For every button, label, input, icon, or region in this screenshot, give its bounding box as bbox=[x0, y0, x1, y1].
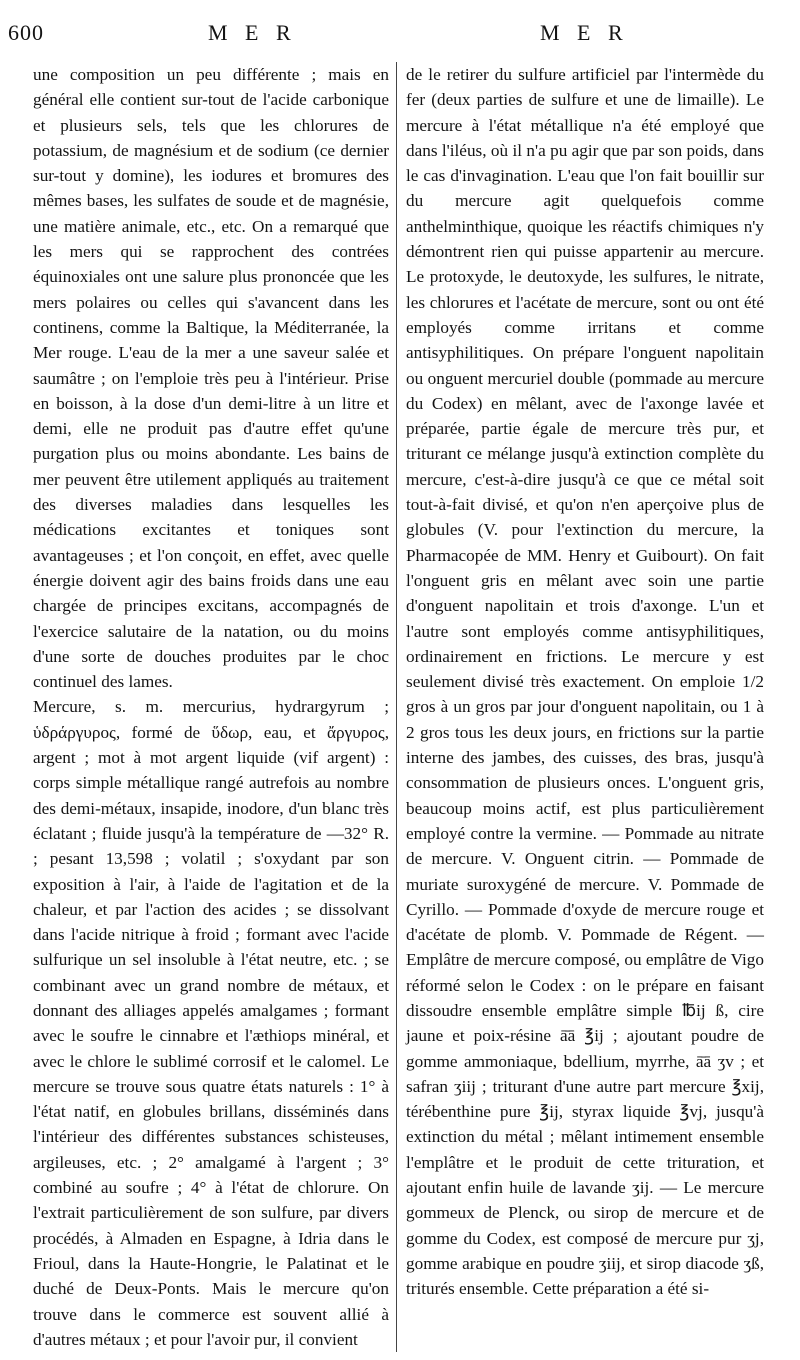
paragraph-mer-continued: une composition un peu différente ; mais en général elle contient sur-tout de l'acide carbonique et plusieurs sels, tels que les chlorures de potassium, de magnésium et de sodium (ce dernier sur-tout y domine), les iodures et bromures des mêmes bases, les sulfates de soude et de magnésie, une matière animale, etc., etc. On a remarqué que les mers qui se rapprochent des contrées équinoxiales ont une salure plus prononcée que les mers polaires ou celles qui s'avancent dans les continens, comme la Baltique, la Méditerranée, la Mer rouge. L'eau de la mer a une saveur salée et saumâtre ; on l'emploie très peu à l'intérieur. Prise en boisson, à la dose d'un demi-litre à un litre et demi, elle ne produit pas d'autre effet qu'une purgation plus ou moins abondante. Les bains de mer peuvent être utilement appliqués au traitement des diverses maladies dans lesquelles les médications excitantes et toniques sont avantageuses ; et l'on conçoit, en effet, avec quelle énergie doivent agir des bains froids dans une eau chargée de principes excitans, accompagnés de l'exercice salutaire de la natation, ou du moins d'une sorte de douches produites par le choc continuel des lames. bbox=[33, 65, 389, 692]
paragraph-mercure-continued: de le retirer du sulfure artificiel par l'intermède du fer (deux parties de sulfure et une de limaille). Le mercure à l'état métallique n'a été employé que dans l'iléus, où il n'a pu agir que par son poids, dans le cas d'invagination. L'eau que l'on fait bouillir sur du mercure agit quelquefois comme anthelminthique, quoique les réactifs chimiques n'y démontrent rien qui puisse appartenir au mercure. Le protoxyde, le deutoxyde, les sulfures, le nitrate, les chlorures et l'acétate de mercure, sont ou ont été employés comme irritans et comme antisyphilitiques. On prépare l'onguent napolitain ou onguent mercuriel double (pommade au mercure du Codex) en mêlant, avec de l'axonge lavée et préparée, partie égale de mercure très pur, et triturant ce mélange jusqu'à extinction complète du mercure, c'est-à-dire jusqu'à ce que ce métal soit tout-à-fait divisé, et qu'on n'en aperçoive plus de globules (V. pour l'extinction du mercure, la Pharmacopée de MM. Henry et Guibourt). On fait l'onguent gris en mêlant avec soin une partie d'onguent napolitain et trois d'axonge. L'un et l'autre sont employés comme antisyphilitiques, ordinairement en frictions. Le mercure y est seulement divisé très exactement. On emploie 1/2 gros à un gros par jour d'onguent napolitain, ou 1 à 2 gros tous les deux jours, en frictions sur la partie interne des jambes, des cuisses, des bras, jusqu'à consommation de plusieurs onces. L'onguent gris, beaucoup moins actif, est plus particulièrement employé contre la vermine. — Pommade au nitrate de mercure. V. Onguent citrin. — Pommade de muriate suroxygéné de mercure. V. Pommade de Cyrillo. — Pommade d'oxyde de mercure rouge et d'acétate de plomb. V. Pommade de Régent. — Emplâtre de mercure composé, ou emplâtre de Vigo réformé selon le Codex : on le prépare en faisant dissoudre ensemble emplâtre simple ℔ij ß, cire jaune et poix-résine ā̄ā ℥ij ; ajoutant poudre de gomme ammoniaque, bdellium, myrrhe, ā̄ā ʒv ; et safran ʒiij ; triturant d'une autre part mercure ℥xij, térébenthine pure ℥ij, styrax liquide ℥vj, jusqu'à extinction du métal ; mêlant intimement ensemble l'emplâtre et le produit de cette trituration, et ajoutant enfin huile de lavande ʒij. — Le mercure gommeux de Plenck, ou sirop de mercure et de gomme du Codex, est composé de mercure pur ʒj, gomme arabique en poudre ʒiij, et sirop diacode ʒß, triturés ensemble. Cette préparation a été si- bbox=[406, 65, 764, 1299]
page-number: 600 bbox=[8, 20, 44, 45]
left-column bbox=[33, 62, 389, 1352]
paragraph-mercure-entry: Mercure, s. m. mercurius, hydrargyrum ; ὑδράργυρος, formé de ὕδωρ, eau, et ἄργυρος, argent ; mot à mot argent liquide (vif argent) : corps simple métallique rangé autrefois au nombre des demi-métaux, insapide, inodore, d'un blanc très éclatant ; fluide jusqu'à la température de —32° R. ; pesant 13,598 ; volatil ; s'oxydant par son exposition à l'air, à l'aide de l'agitation et de la chaleur, et par l'action des acides ; se dissolvant dans l'acide nitrique à froid ; formant avec l'acide sulfurique un sel insoluble à l'état neutre, etc. ; se combinant avec un grand nombre de métaux, et donnant des alliages appelés amalgames ; formant avec le soufre le cinnabre et l'æthiops minéral, et avec le chlore le sublimé corrosif et le calomel. Le mercure se trouve sous quatre états naturels : 1° à l'état natif, en globules brillans, disséminés dans l'intérieur des différentes substances schisteuses, argileuses, etc. ; 2° amalgamé à l'argent ; 3° combiné au soufre ; 4° à l'état de chlorure. On l'extrait particulièrement de son sulfure, par divers procédés, à Almaden en Espagne, à Idria dans le Frioul, dans la Haute-Hongrie, le Palatinat et le duché de Deux-Ponts. Mais le mercure qu'on trouve dans le commerce est souvent allié à d'autres métaux ; et pour l'avoir pur, il convient bbox=[33, 697, 389, 1349]
column-divider bbox=[396, 62, 397, 1352]
running-head-left: M E R bbox=[208, 20, 297, 45]
running-head-right: M E R bbox=[540, 20, 629, 45]
right-column bbox=[406, 62, 764, 1302]
page-header bbox=[0, 6, 800, 46]
